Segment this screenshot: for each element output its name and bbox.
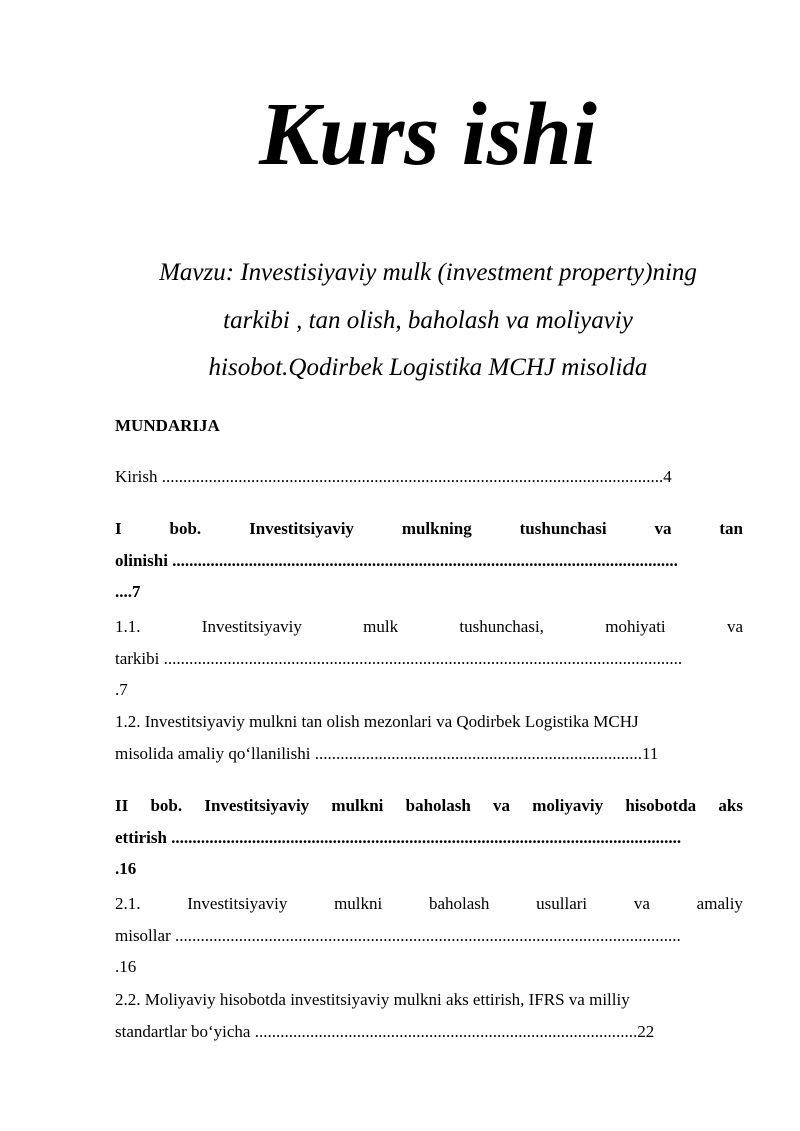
document-subtitle (120, 249, 736, 392)
toc-word: hisobotda (625, 796, 697, 815)
toc-entry-text: tarkibi .......................................................................................................................... (115, 648, 683, 668)
toc-word: Investitsiyaviy (187, 894, 288, 913)
toc-word: Investitsiyaviy (204, 796, 310, 815)
toc-word: bob. (169, 519, 202, 538)
toc-entry-chapter-2 (115, 790, 743, 885)
subtitle-line: tarkibi , tan olish, baholash va moliyaviy (223, 306, 633, 334)
toc-word: va (493, 796, 511, 815)
toc-entry-chapter-1 (115, 513, 743, 608)
toc-word: va (726, 617, 743, 636)
toc-word: baholash (428, 894, 490, 913)
toc-word: 1.1. (115, 617, 141, 636)
toc-entry-text: Kirish ......................................................................................................................4 (115, 467, 672, 486)
subtitle-line: Mavzu: Investisiyaviy mulk (investment property)ning (159, 259, 697, 286)
toc-entry-text: olinishi ....................................................................................................................... (115, 550, 678, 570)
toc-entry-text (115, 706, 743, 738)
toc-word: moliyaviy (532, 796, 604, 815)
toc-entry-justified-line (115, 888, 743, 920)
toc-line: 2.2. Moliyaviy hisobotda investitsiyaviy mulkni aks ettirish, IFRS va milliy (115, 990, 630, 1009)
toc-entry-text: ettirish ........................................................................................................................ (115, 827, 682, 847)
toc-word: tushunchasi (519, 519, 607, 538)
toc-entry-page: ....7 (115, 582, 141, 601)
toc-word: usullari (536, 894, 588, 913)
toc-heading: MUNDARIJA (115, 416, 220, 435)
toc-word: I (115, 519, 122, 538)
toc-entry-text: standartlar bo‘yicha ..........................................................................................22 (115, 1021, 655, 1041)
toc-word: mulkning (401, 519, 472, 538)
toc-entry-page: .16 (115, 957, 137, 976)
toc-word: II (115, 796, 129, 815)
toc-entry-text: misolida amaliy qo‘llanilishi .............................................................................11 (115, 743, 659, 763)
toc-entry-justified-line (115, 611, 743, 643)
toc-word: bob. (150, 796, 183, 815)
toc-word: mulk (363, 617, 399, 636)
toc-entry-justified-line (115, 513, 743, 545)
toc-word: mulkni (331, 796, 384, 815)
toc-entry-section-2-2 (115, 984, 743, 1047)
toc-word: Investitsiyaviy (249, 519, 354, 538)
toc-word: amaliy (696, 894, 743, 913)
document-title: Kurs ishi (259, 85, 597, 184)
toc-entry-page: .16 (115, 859, 137, 878)
toc-entry-section-1-1 (115, 611, 743, 706)
toc-entry-text: misollar ....................................................................................................................... (115, 925, 681, 945)
toc-entry-section-1-2 (115, 706, 743, 769)
toc-word: baholash (405, 796, 471, 815)
subtitle-line: hisobot.Qodirbek Logistika MCHJ misolida (208, 354, 648, 381)
toc-entry-text (115, 984, 743, 1016)
toc-word: mohiyati (605, 617, 666, 636)
toc-word: tan (719, 519, 743, 538)
toc-entry-justified-line (115, 790, 743, 822)
toc-word: 2.1. (115, 894, 141, 913)
toc-word: Investitsiyaviy (201, 617, 302, 636)
toc-word: va (633, 894, 650, 913)
toc-entry-page: .7 (115, 680, 128, 699)
toc-entry-section-2-1 (115, 888, 743, 983)
toc-line: 1.2. Investitsiyaviy mulkni tan olish mezonlari va Qodirbek Logistika MCHJ (115, 712, 639, 731)
toc-word: aks (718, 796, 743, 815)
toc-entry-intro (115, 461, 743, 493)
toc-word: mulkni (334, 894, 383, 913)
toc-word: va (654, 519, 672, 538)
toc-word: tushunchasi, (459, 617, 544, 636)
